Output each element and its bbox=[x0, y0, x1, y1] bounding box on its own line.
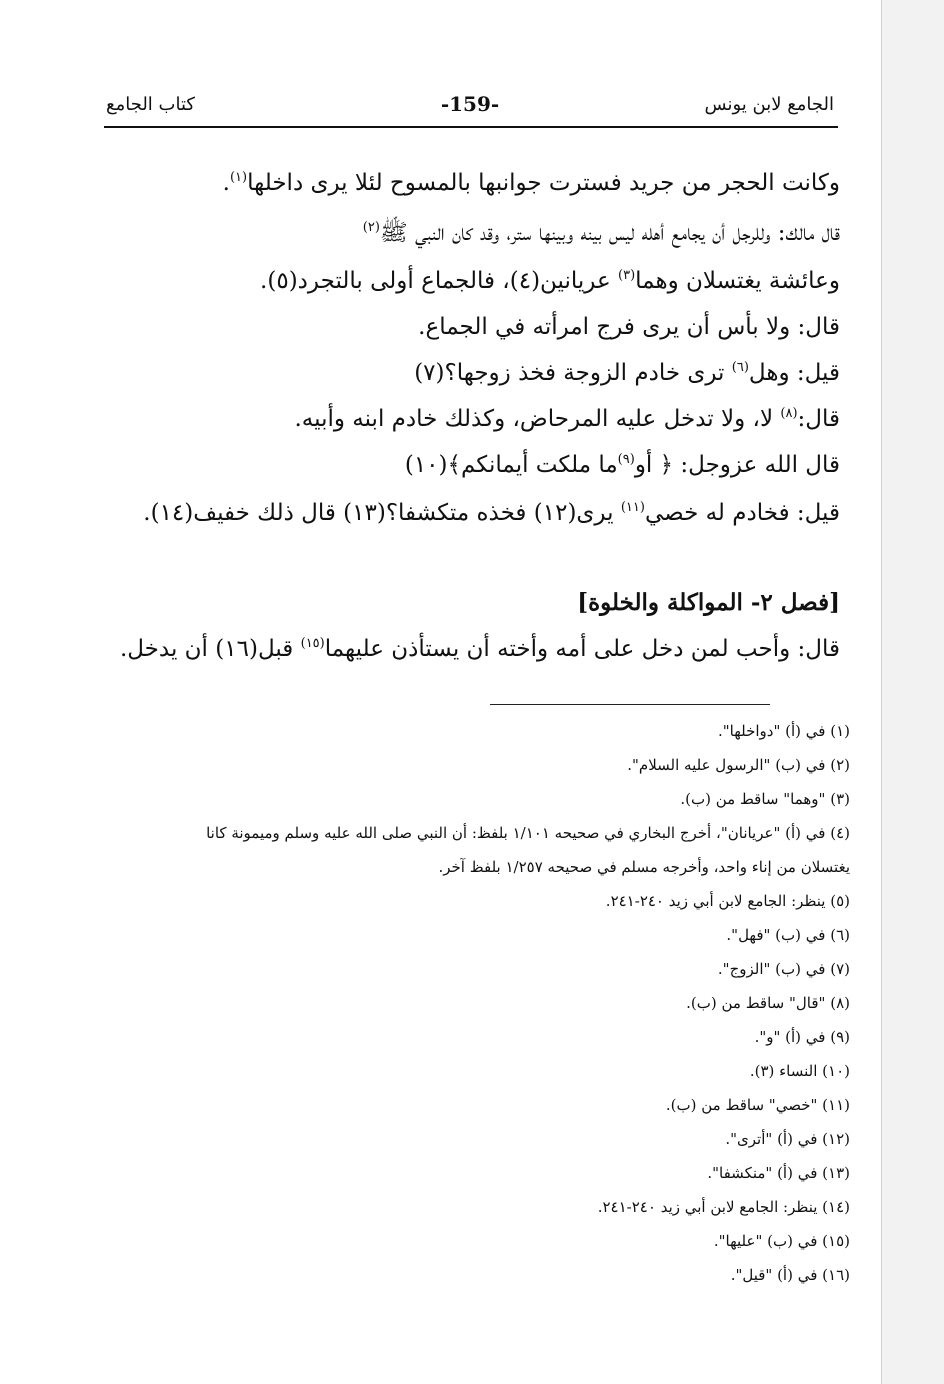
footnote: (١٦) في (أ) "قيل". bbox=[730, 1266, 850, 1284]
body-line: قيل: وهل$^{(٦)}$ ترى خادم الزوجة فخذ زوجها؟(٧) bbox=[414, 360, 840, 386]
footnote: (١) في (أ) "دواخلها". bbox=[717, 722, 850, 740]
body-line: وكانت الحجر من جريد فسترت جوانبها بالمسوح لئلا يرى داخلها$^{(١)}$. bbox=[222, 170, 840, 196]
body-line: قال:$^{(٨)}$ لا، ولا تدخل عليه المرحاض، وكذلك خادم ابنه وأبيه. bbox=[294, 406, 840, 432]
header-chapter-title: كتاب الجامع bbox=[106, 94, 195, 115]
footnote: (١٠) النساء (٣). bbox=[749, 1062, 850, 1080]
footnote: (١٣) في (أ) "منكشفا". bbox=[707, 1164, 850, 1182]
footnote: (١١) "خصي" ساقط من (ب). bbox=[665, 1096, 850, 1114]
footnote-continuation: يغتسلان من إناء واحد، وأخرجه مسلم في صحيحه ١/٢٥٧ بلفظ آخر. bbox=[438, 858, 850, 876]
footnote: (١٢) في (أ) "أترى". bbox=[725, 1130, 850, 1148]
footnote: (٧) في (ب) "الزوج". bbox=[717, 960, 850, 978]
footnote: (٩) في (أ) "و". bbox=[754, 1028, 850, 1046]
body-line: قال مالك: وللرجل أن يجامع أهله ليس بينه وبينها ستر، وقد كان النبي ﷺ$^{(٢)}$ bbox=[362, 220, 840, 246]
footnote: (١٤) ينظر: الجامع لابن أبي زيد ٢٤٠-٢٤١. bbox=[597, 1198, 850, 1216]
footnote: (٤) في (أ) "عريانان"، أخرج البخاري في صحيحه ١/١٠١ بلفظ: أن النبي صلى الله عليه وسلم وميمونة كانا bbox=[206, 824, 850, 842]
header-book-title: الجامع لابن يونس bbox=[704, 94, 834, 115]
page-number: -159- bbox=[440, 92, 500, 116]
page-edge-shadow bbox=[881, 0, 944, 1384]
footnote: (٨) "قال" ساقط من (ب). bbox=[686, 994, 850, 1012]
section-heading: [فصل ٢- المواكلة والخلوة] bbox=[577, 589, 840, 616]
footnote: (٦) في (ب) "فهل". bbox=[726, 926, 850, 944]
footnotes bbox=[100, 0, 850, 1384]
footnote: (١٥) في (ب) "عليها". bbox=[713, 1232, 850, 1250]
footnote: (٣) "وهما" ساقط من (ب). bbox=[680, 790, 850, 808]
body-line: قيل: فخادم له خصي$^{(١١)}$ يرى(١٢) فخذه متكشفا؟(١٣) قال ذلك خفيف(١٤). bbox=[143, 500, 840, 526]
body-line: وعائشة يغتسلان وهما$^{(٣)}$ عريانين(٤)، فالجماع أولى بالتجرد(٥). bbox=[260, 268, 840, 294]
body-line: قال: ولا بأس أن يرى فرج امرأته في الجماع. bbox=[418, 314, 840, 340]
body-line: قال الله عزوجل: ﴿ أو$^{(٩)}$ما ملكت أيمانكم﴾(١٠) bbox=[404, 452, 840, 478]
footnote: (٢) في (ب) "الرسول عليه السلام". bbox=[627, 756, 850, 774]
body-line: قال: وأحب لمن دخل على أمه وأخته أن يستأذن عليهما$^{(١٥)}$ قبل(١٦) أن يدخل. bbox=[119, 636, 840, 662]
footnote: (٥) ينظر: الجامع لابن أبي زيد ٢٤٠-٢٤١. bbox=[605, 892, 850, 910]
